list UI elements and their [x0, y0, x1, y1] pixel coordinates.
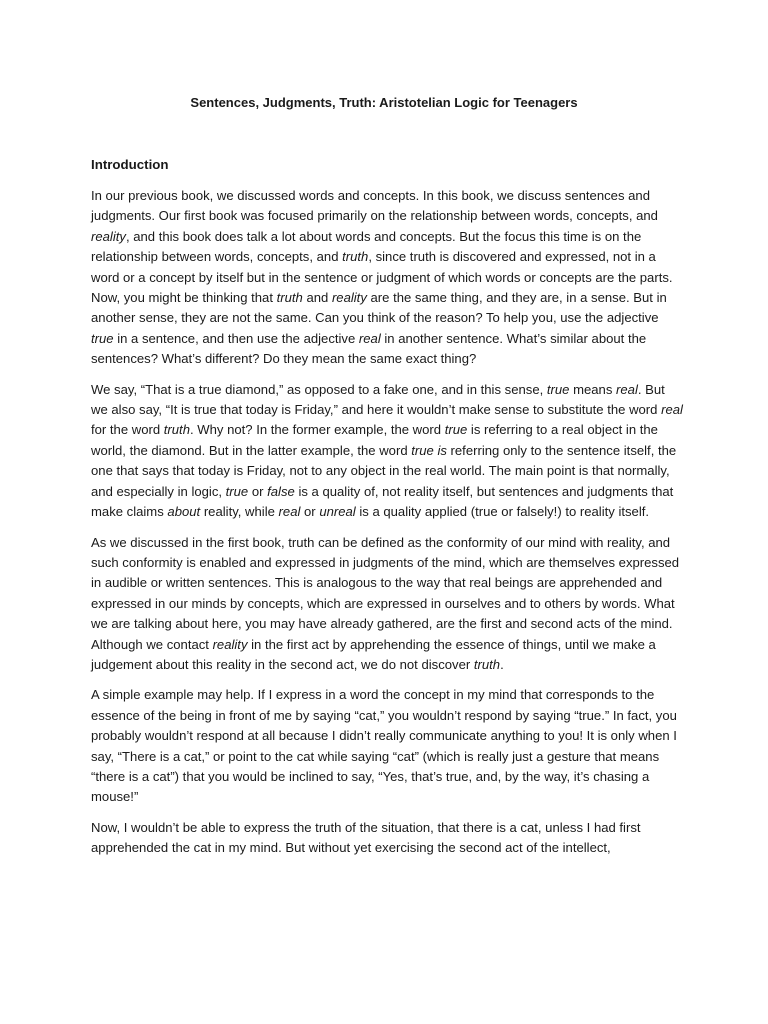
- italic-run: real: [278, 504, 301, 520]
- paragraph-4: [91, 685, 683, 807]
- italic-run: false: [267, 483, 295, 499]
- italic-run: real: [616, 381, 638, 397]
- italic-run: about: [167, 504, 201, 520]
- italic-run: true: [444, 422, 468, 438]
- text-run: for the word: [91, 422, 164, 438]
- text-run: . But we also say, “It is true that today is Friday,” and here it wouldn’t make sense to substitute the word: [91, 381, 665, 418]
- italic-run: truth: [473, 656, 501, 672]
- text-run: .: [500, 656, 504, 672]
- paragraph-2: [91, 380, 683, 523]
- paragraph-1: [91, 186, 683, 370]
- italic-run: true is: [411, 442, 447, 458]
- text-run: A simple example may help. If I express in a word the concept in my mind that corresponds to the essence of the being in front of me by saying “cat,” you wouldn’t respond by saying “true.” In fact, you probably wouldn’t respond at all because I didn’t really communicate anything to you! It is only when I say, “There is a cat,” or point to the cat while saying “cat” (which is really just a gesture that means “there is a cat”) that you would be inclined to say, “Yes, that’s true, and, by the way, it’s chasing a mouse!”: [91, 687, 677, 805]
- section-heading: Introduction: [91, 157, 169, 172]
- italic-run: real: [661, 402, 683, 418]
- text-run: We say, “That is a true diamond,” as opposed to a fake one, and in this sense,: [91, 381, 547, 397]
- text-run: are the same thing, and they are, in a sense. But in another sense, they are not the same. Can you think of the reason? To help you, use the adjective: [91, 290, 667, 326]
- italic-run: real: [358, 330, 381, 346]
- text-run: Now, I wouldn’t be able to express the truth of the situation, that there is a cat, unless I had first apprehended the cat in my mind. But without yet exercising the second act of the intellect,: [91, 819, 641, 856]
- text-run: , since truth is discovered and expressed, not in a word or a concept by itself but in the sentence or judgment of which words or concepts are the parts. Now, you might be thinking that: [91, 249, 673, 306]
- document-body: [91, 186, 683, 869]
- text-run: or: [300, 504, 320, 520]
- paragraph-5: [91, 818, 683, 859]
- italic-run: true: [91, 330, 114, 346]
- text-run: in the first act by apprehending the essence of things, until we make a judgement about this reality in the second act, we do not discover: [91, 636, 656, 672]
- text-run: , and this book does talk a lot about words and concepts. But the focus this time is on the relationship between words, concepts, and: [91, 228, 642, 265]
- document-title: Sentences, Judgments, Truth: Aristotelian Logic for Teenagers: [190, 95, 578, 110]
- italic-run: reality: [91, 228, 126, 244]
- text-run: reality, while: [200, 504, 279, 520]
- text-run: As we discussed in the first book, truth can be defined as the conformity of our mind with reality, and such conformity is enabled and expressed in judgments of the mind, which are themselves expressed in audible or written sentences. This is analogous to the way that real beings are apprehended and expressed in our minds by concepts, which are expressed in ourselves and to others by words. What we are talking about here, you may have already gathered, are the first and second acts of the mind. Although we contact: [91, 534, 680, 652]
- italic-run: truth: [163, 422, 190, 438]
- text-run: is referring to a real object in the world, the diamond. But in the latter example, the word: [91, 422, 658, 458]
- italic-run: truth: [276, 290, 303, 306]
- text-run: referring only to the sentence itself, the one that says that today is Friday, not to any object in the real world. The main point is that normally, and especially in logic,: [91, 442, 677, 499]
- italic-run: unreal: [319, 504, 356, 520]
- text-run: and: [302, 290, 332, 306]
- text-run: . Why not? In the former example, the word: [189, 422, 445, 438]
- italic-run: true: [546, 381, 570, 397]
- italic-run: truth: [342, 249, 369, 265]
- text-run: in a sentence, and then use the adjective: [113, 330, 359, 346]
- italic-run: true: [225, 483, 249, 499]
- text-run: in another sentence. What’s similar about the sentences? What’s different? Do they mean the same exact thing?: [91, 330, 647, 367]
- text-run: is a quality applied (true or falsely!) to reality itself.: [355, 504, 649, 520]
- text-run: or: [248, 483, 268, 499]
- italic-run: reality: [212, 636, 248, 652]
- text-run: In our previous book, we discussed words and concepts. In this book, we discuss sentences and judgments. Our first book was focused primarily on the relationship between words, concepts, and: [91, 188, 658, 224]
- text-run: means: [569, 381, 617, 397]
- text-run: is a quality of, not reality itself, but sentences and judgments that make claims: [91, 483, 674, 520]
- paragraph-3: [91, 533, 683, 676]
- italic-run: reality: [331, 290, 367, 306]
